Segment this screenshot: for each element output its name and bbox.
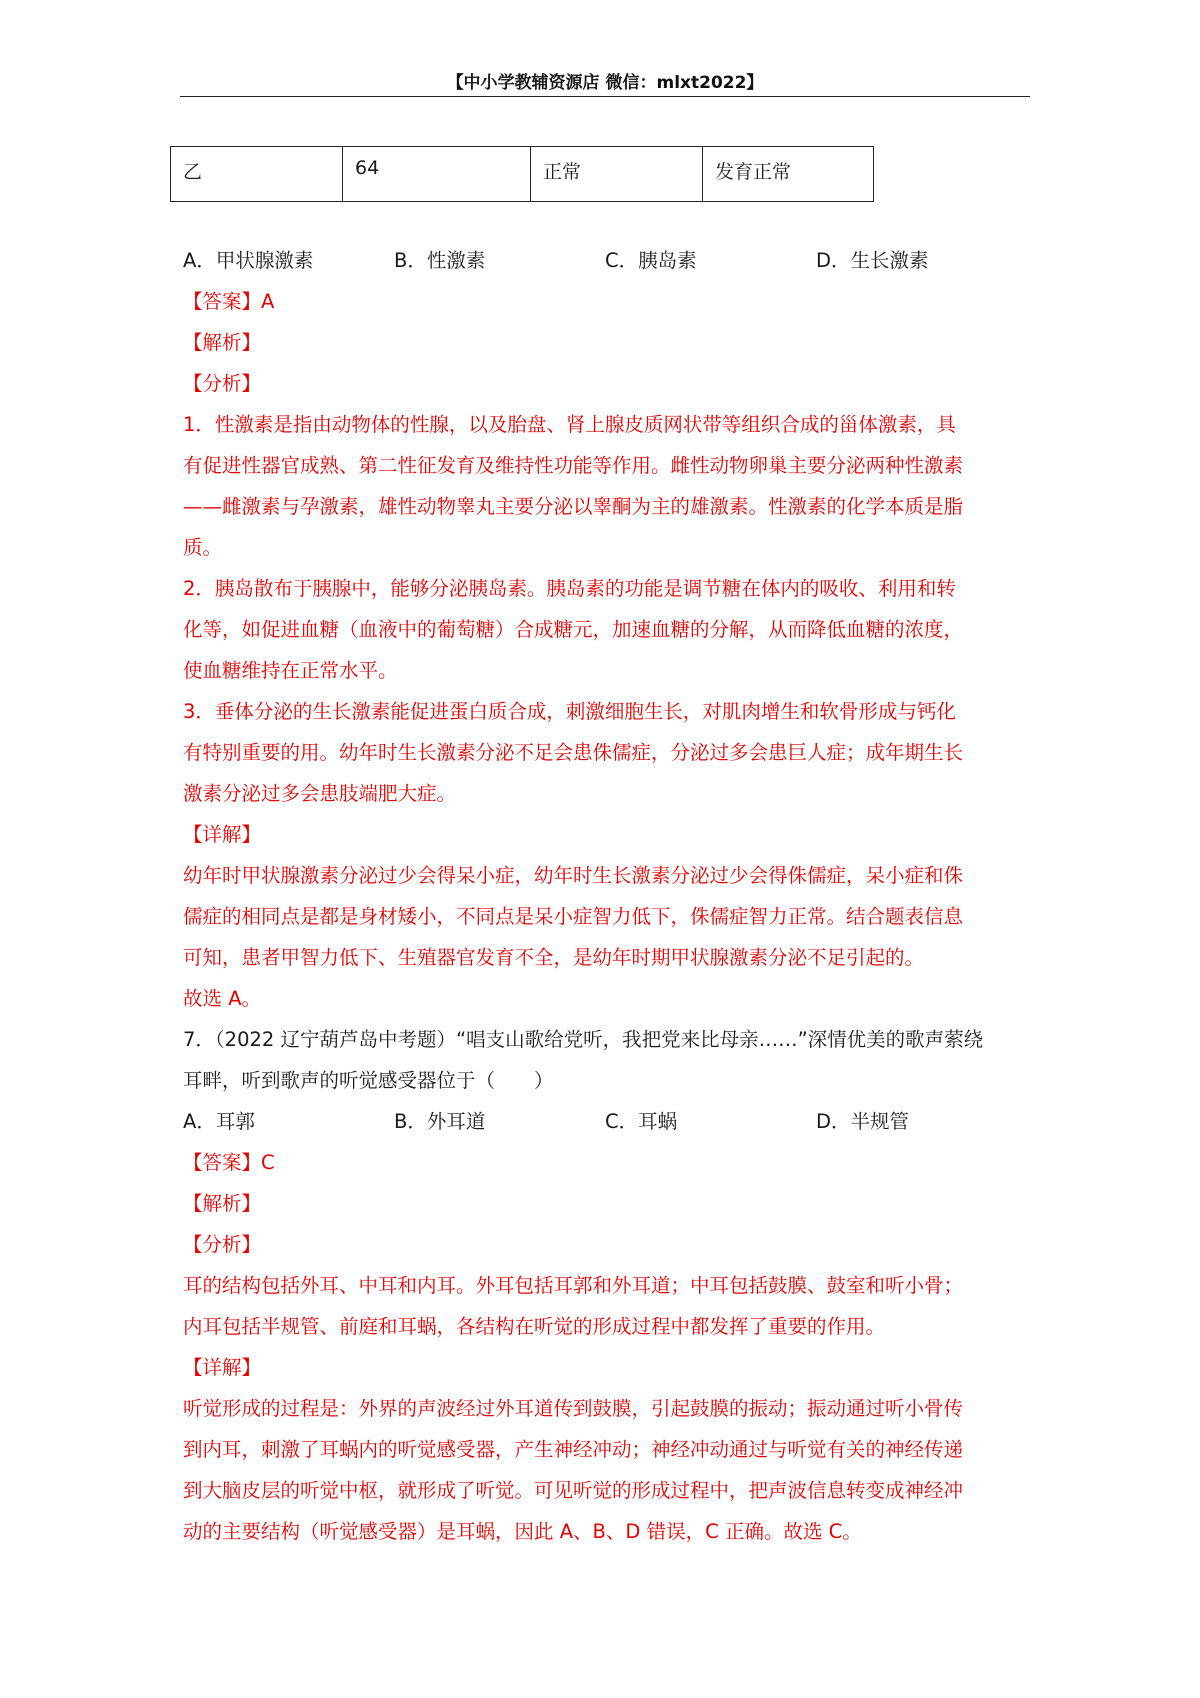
- q6-analysis-point-2: [183, 568, 1028, 691]
- document-body: [183, 240, 1028, 1552]
- text-line: 有促进性器官成熟、第二性征发育及维持性功能等作用。雌性动物卵巢主要分泌两种性激素: [183, 454, 964, 477]
- text-line: 化等，如促进血糖（血液中的葡萄糖）合成糖元，加速血糖的分解，从而降低血糖的浓度，: [183, 618, 964, 641]
- q6-option-b: B．性激素: [394, 249, 486, 272]
- page-header-title: 【中小学教辅资源店 微信：mlxt2022】: [446, 73, 764, 93]
- q6-analysis-point-1: [183, 404, 1028, 568]
- text-line: 儒症的相同点是都是身材矮小，不同点是呆小症智力低下，侏儒症智力正常。结合题表信息: [183, 905, 964, 928]
- table-cell: 乙: [171, 147, 343, 202]
- text-line: 故选 A。: [183, 987, 262, 1010]
- q6-option-c: C．胰岛素: [605, 249, 697, 272]
- q6-answer: 【答案】A: [183, 290, 275, 313]
- q6-jiexi-heading: 【解析】: [183, 331, 262, 354]
- text-line: 内耳包括半规管、前庭和耳蜗，各结构在听觉的形成过程中都发挥了重要的作用。: [183, 1315, 886, 1338]
- text-line: 使血糖维持在正常水平。: [183, 659, 398, 682]
- q6-options: [183, 240, 1028, 281]
- q7-analysis: [183, 1265, 1028, 1347]
- q7-option-b: B．外耳道: [394, 1110, 486, 1133]
- text-line: 可知，患者甲智力低下、生殖器官发育不全，是幼年时期甲状腺激素分泌不足引起的。: [183, 946, 925, 969]
- q7-xiangjie-heading: 【详解】: [183, 1356, 262, 1379]
- text-line: 质。: [183, 536, 223, 559]
- q6-option-a: A．甲状腺激素: [183, 249, 314, 272]
- text-line: ——雌激素与孕激素，雄性动物睾丸主要分泌以睾酮为主的雄激素。性激素的化学本质是脂: [183, 495, 964, 518]
- text-line: 1．性激素是指由动物体的性腺，以及胎盘、肾上腺皮质网状带等组织合成的甾体激素，具: [183, 413, 956, 436]
- text-line: 听觉形成的过程是：外界的声波经过外耳道传到鼓膜，引起鼓膜的振动；振动通过听小骨传: [183, 1397, 964, 1420]
- table-cell: 正常: [531, 147, 703, 202]
- text-line: 到内耳，刺激了耳蜗内的听觉感受器，产生神经冲动；神经冲动通过与听觉有关的神经传递: [183, 1438, 964, 1461]
- table-cell: 发育正常: [703, 147, 874, 202]
- q7-detail: [183, 1388, 1028, 1552]
- q7-option-a: A．耳郭: [183, 1110, 255, 1133]
- text-line: 有特别重要的用。幼年时生长激素分泌不足会患侏儒症，分泌过多会患巨人症；成年期生长: [183, 741, 964, 764]
- text-line: 7．（2022 辽宁葫芦岛中考题）“唱支山歌给党听，我把党来比母亲……”深情优美的歌声萦绕: [183, 1028, 984, 1051]
- q6-fenxi-heading: 【分析】: [183, 372, 262, 395]
- text-line: 动的主要结构（听觉感受器）是耳蜗，因此 A、B、D 错误，C 正确。故选 C。: [183, 1520, 862, 1543]
- q7-option-d: D．半规管: [816, 1110, 910, 1133]
- q6-option-d: D．生长激素: [816, 249, 929, 272]
- q6-analysis-point-3: [183, 691, 1028, 814]
- text-line: 耳畔，听到歌声的听觉感受器位于（ ）: [183, 1069, 554, 1092]
- q7-options: [183, 1101, 1028, 1142]
- q6-xiangjie-heading: 【详解】: [183, 823, 262, 846]
- q7-option-c: C．耳蜗: [605, 1110, 678, 1133]
- q7-fenxi-heading: 【分析】: [183, 1233, 262, 1256]
- table-cell: 64: [343, 147, 531, 202]
- q6-detail: [183, 855, 1028, 1019]
- table-row: [171, 147, 874, 202]
- q7-stem: [183, 1019, 1028, 1101]
- q7-jiexi-heading: 【解析】: [183, 1192, 262, 1215]
- text-line: 到大脑皮层的听觉中枢，就形成了听觉。可见听觉的形成过程中，把声波信息转变成神经冲: [183, 1479, 964, 1502]
- data-table: [170, 146, 874, 202]
- text-line: 3．垂体分泌的生长激素能促进蛋白质合成，刺激细胞生长，对肌肉增生和软骨形成与钙化: [183, 700, 956, 723]
- text-line: 激素分泌过多会患肢端肥大症。: [183, 782, 457, 805]
- text-line: 幼年时甲状腺激素分泌过少会得呆小症，幼年时生长激素分泌过少会得侏儒症，呆小症和侏: [183, 864, 964, 887]
- text-line: 2．胰岛散布于胰腺中，能够分泌胰岛素。胰岛素的功能是调节糖在体内的吸收、利用和转: [183, 577, 956, 600]
- text-line: 耳的结构包括外耳、中耳和内耳。外耳包括耳郭和外耳道；中耳包括鼓膜、鼓室和听小骨；: [183, 1274, 964, 1297]
- header-divider: [180, 96, 1030, 97]
- q7-answer: 【答案】C: [183, 1151, 275, 1174]
